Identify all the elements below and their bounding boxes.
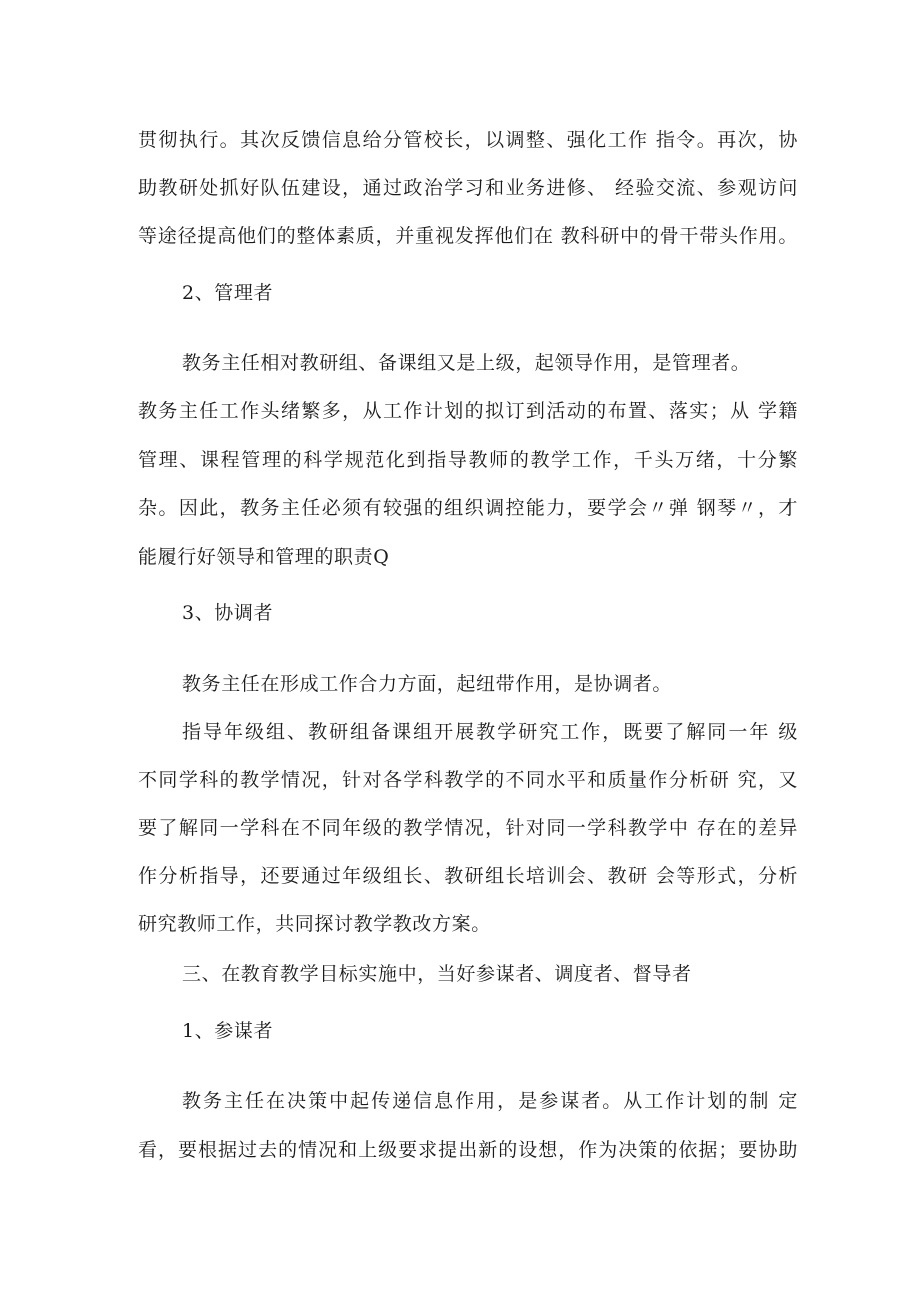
paragraph-line: 教务主任在形成工作合力方面，起纽带作用，是协调者。 <box>182 673 673 695</box>
section-heading: 三、在教育教学目标实施中，当好参谋者、调度者、督导者 <box>182 963 692 985</box>
paragraph-line: 作分析指导，还要通过年级组长、教研组长培训会、教研 会等形式，分析 <box>138 865 798 887</box>
paragraph-line: 研究教师工作，共同探讨教学教改方案。 <box>138 913 491 935</box>
paragraph-line: 能履行好领导和管理的职责Q <box>138 546 390 568</box>
paragraph-line: 教务主任相对教研组、备课组又是上级，起领导作用，是管理者。 <box>182 352 751 374</box>
paragraph-line: 不同学科的教学情况，针对各学科教学的不同水平和质量作分析研 究，又 <box>138 769 798 791</box>
section-heading: 1、参谋者 <box>182 1020 274 1042</box>
paragraph-line: 看，要根据过去的情况和上级要求提出新的设想，作为决策的依据；要协助 <box>138 1139 798 1161</box>
paragraph-line: 要了解同一学科在不同年级的教学情况，针对同一学科教学中 存在的差异 <box>138 817 798 839</box>
paragraph-line: 教务主任工作头绪繁多，从工作计划的拟订到活动的布置、落实；从 学籍 <box>138 400 798 422</box>
paragraph-line: 助教研处抓好队伍建设，通过政治学习和业务进修、 经验交流、参观访问 <box>138 177 798 199</box>
paragraph-line: 指导年级组、教研组备课组开展教学研究工作，既要了解同一年 级 <box>182 721 798 743</box>
paragraph-line: 杂。因此，教务主任必须有较强的组织调控能力，要学会〃弹 钢琴〃，才 <box>138 497 798 519</box>
paragraph-line: 等途径提高他们的整体素质，并重视发挥他们在 教科研中的骨干带头作用。 <box>138 225 798 247</box>
section-heading: 2、管理者 <box>182 282 274 304</box>
paragraph-line: 贯彻执行。其次反馈信息给分管校长，以调整、强化工作 指令。再次，协 <box>138 129 798 151</box>
section-heading: 3、协调者 <box>182 602 274 624</box>
paragraph-line: 管理、课程管理的科学规范化到指导教师的教学工作，千头万绪，十分繁 <box>138 449 798 471</box>
paragraph-line: 教务主任在决策中起传递信息作用，是参谋者。从工作计划的制 定 <box>182 1090 798 1112</box>
